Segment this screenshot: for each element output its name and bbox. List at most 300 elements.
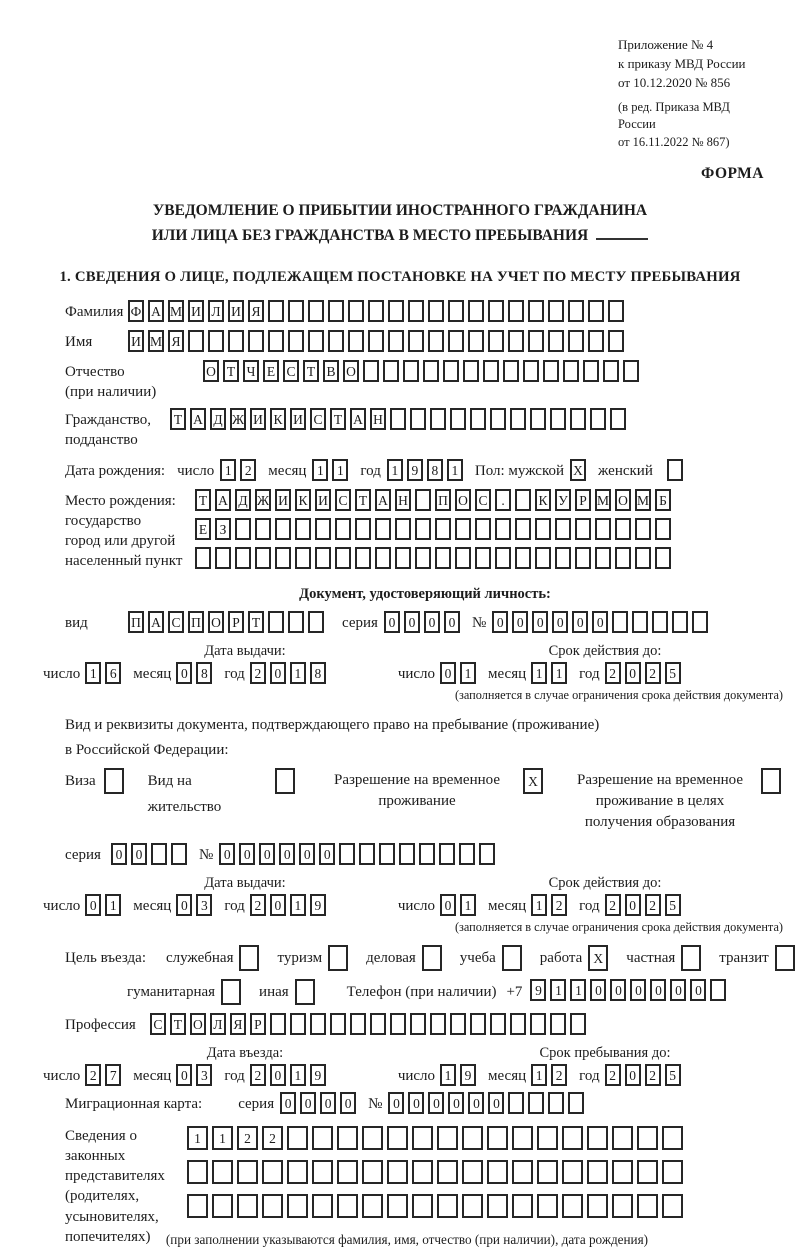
form-cell[interactable]: О [208,611,224,633]
form-cell[interactable] [335,518,351,540]
form-cell[interactable]: М [635,489,651,511]
form-cell[interactable]: 0 [572,611,588,633]
form-cell[interactable]: 8 [310,662,326,684]
form-cell[interactable] [390,1013,406,1035]
form-cell[interactable]: 0 [428,1092,444,1114]
title-blank-line[interactable] [596,227,648,240]
form-cell[interactable] [550,1013,566,1035]
form-cell[interactable] [435,518,451,540]
form-cell[interactable] [212,1194,233,1218]
form-cell[interactable] [468,300,484,322]
form-cell[interactable] [388,330,404,352]
form-cell[interactable]: 1 [531,662,547,684]
form-cell[interactable] [555,547,571,569]
form-cell[interactable] [288,330,304,352]
form-cell[interactable]: Я [168,330,184,352]
form-cell[interactable]: 0 [319,843,335,865]
form-cell[interactable]: 1 [105,894,121,916]
form-cell[interactable]: 2 [605,662,621,684]
form-cell[interactable] [308,611,324,633]
form-cell[interactable] [510,408,526,430]
form-cell[interactable] [775,945,795,971]
form-cell[interactable] [295,518,311,540]
form-cell[interactable]: 0 [424,611,440,633]
form-cell[interactable] [637,1126,658,1150]
form-cell[interactable]: О [343,360,359,382]
form-cell[interactable] [487,1160,508,1184]
form-cell[interactable]: 8 [196,662,212,684]
form-cell[interactable]: Е [195,518,211,540]
form-cell[interactable]: Р [228,611,244,633]
form-cell[interactable]: 1 [551,662,567,684]
form-cell[interactable] [268,611,284,633]
form-cell[interactable] [448,300,464,322]
form-cell[interactable] [339,843,355,865]
form-cell[interactable]: 2 [237,1126,258,1150]
form-cell[interactable] [583,360,599,382]
form-cell[interactable]: 0 [625,662,641,684]
form-cell[interactable] [390,408,406,430]
form-cell[interactable]: П [435,489,451,511]
form-cell[interactable] [459,843,475,865]
form-cell[interactable]: 0 [259,843,275,865]
form-cell[interactable] [308,300,324,322]
form-cell[interactable] [315,547,331,569]
form-cell[interactable]: 2 [551,1064,567,1086]
form-cell[interactable] [237,1194,258,1218]
form-cell[interactable] [515,489,531,511]
form-cell[interactable] [692,611,708,633]
form-cell[interactable]: 1 [312,459,328,481]
form-cell[interactable]: К [295,489,311,511]
form-cell[interactable] [608,330,624,352]
form-cell[interactable] [672,611,688,633]
form-cell[interactable]: 0 [131,843,147,865]
form-cell[interactable]: 1 [332,459,348,481]
form-cell[interactable] [443,360,459,382]
form-cell[interactable]: 0 [388,1092,404,1114]
form-cell[interactable]: А [148,300,164,322]
form-cell[interactable]: 0 [512,611,528,633]
form-cell[interactable]: 0 [384,611,400,633]
form-cell[interactable] [415,489,431,511]
form-cell[interactable]: 2 [605,1064,621,1086]
form-cell[interactable]: 1 [187,1126,208,1150]
form-cell[interactable] [415,518,431,540]
form-cell[interactable]: А [350,408,366,430]
form-cell[interactable] [535,547,551,569]
form-cell[interactable] [510,1013,526,1035]
form-cell[interactable] [470,408,486,430]
form-cell[interactable]: 0 [340,1092,356,1114]
form-cell[interactable] [104,768,124,794]
form-cell[interactable] [312,1194,333,1218]
form-cell[interactable] [575,547,591,569]
form-cell[interactable]: 9 [407,459,423,481]
form-cell[interactable]: 0 [111,843,127,865]
form-cell[interactable]: 2 [85,1064,101,1086]
form-cell[interactable] [335,547,351,569]
form-cell[interactable] [512,1126,533,1150]
form-cell[interactable] [615,518,631,540]
form-cell[interactable]: 0 [176,894,192,916]
form-cell[interactable] [275,547,291,569]
form-cell[interactable]: 1 [212,1126,233,1150]
form-cell[interactable]: 0 [85,894,101,916]
form-cell[interactable]: 2 [645,1064,661,1086]
form-cell[interactable]: 0 [532,611,548,633]
form-cell[interactable] [368,300,384,322]
form-cell[interactable] [488,330,504,352]
form-cell[interactable] [350,1013,366,1035]
form-cell[interactable] [563,360,579,382]
form-cell[interactable]: 5 [665,1064,681,1086]
form-cell[interactable]: 0 [320,1092,336,1114]
form-cell[interactable] [423,360,439,382]
form-cell[interactable] [588,330,604,352]
form-cell[interactable] [337,1126,358,1150]
form-cell[interactable] [288,300,304,322]
form-cell[interactable]: С [310,408,326,430]
form-cell[interactable]: Ф [128,300,144,322]
form-cell[interactable] [635,547,651,569]
form-cell[interactable] [483,360,499,382]
form-cell[interactable] [448,330,464,352]
form-cell[interactable] [412,1126,433,1150]
form-cell[interactable] [221,979,241,1005]
form-cell[interactable]: 0 [592,611,608,633]
form-cell[interactable]: 0 [176,662,192,684]
form-cell[interactable] [662,1126,683,1150]
form-cell[interactable] [530,408,546,430]
form-cell[interactable] [310,1013,326,1035]
form-cell[interactable] [290,1013,306,1035]
form-cell[interactable] [437,1160,458,1184]
form-cell[interactable] [383,360,399,382]
form-cell[interactable]: Р [575,489,591,511]
form-cell[interactable] [287,1160,308,1184]
form-cell[interactable]: Р [250,1013,266,1035]
form-cell[interactable]: X [523,768,543,794]
form-cell[interactable] [362,1160,383,1184]
form-cell[interactable]: С [283,360,299,382]
form-cell[interactable] [430,408,446,430]
form-cell[interactable]: 9 [460,1064,476,1086]
form-cell[interactable] [655,518,671,540]
form-cell[interactable] [355,547,371,569]
form-cell[interactable]: 0 [440,662,456,684]
form-cell[interactable] [315,518,331,540]
form-cell[interactable]: 1 [220,459,236,481]
form-cell[interactable]: И [188,300,204,322]
form-cell[interactable]: 0 [690,979,706,1001]
form-cell[interactable] [410,1013,426,1035]
form-cell[interactable] [468,330,484,352]
form-cell[interactable] [151,843,167,865]
form-cell[interactable] [379,843,395,865]
form-cell[interactable]: Л [210,1013,226,1035]
form-cell[interactable] [270,1013,286,1035]
form-cell[interactable] [568,300,584,322]
form-cell[interactable] [495,547,511,569]
form-cell[interactable] [235,518,251,540]
form-cell[interactable]: 2 [240,459,256,481]
form-cell[interactable]: 0 [610,979,626,1001]
form-cell[interactable]: Д [235,489,251,511]
form-cell[interactable] [590,408,606,430]
form-cell[interactable] [587,1194,608,1218]
form-cell[interactable] [710,979,726,1001]
form-cell[interactable]: М [595,489,611,511]
form-cell[interactable] [362,1126,383,1150]
form-cell[interactable] [455,547,471,569]
form-cell[interactable] [495,518,511,540]
form-cell[interactable] [652,611,668,633]
form-cell[interactable]: О [455,489,471,511]
form-cell[interactable]: С [168,611,184,633]
form-cell[interactable] [635,518,651,540]
form-cell[interactable] [528,330,544,352]
form-cell[interactable]: О [203,360,219,382]
form-cell[interactable]: 1 [460,894,476,916]
form-cell[interactable] [387,1160,408,1184]
form-cell[interactable] [608,300,624,322]
form-cell[interactable] [171,843,187,865]
form-cell[interactable]: 6 [105,662,121,684]
form-cell[interactable] [287,1126,308,1150]
form-cell[interactable]: 0 [448,1092,464,1114]
form-cell[interactable]: Б [655,489,671,511]
form-cell[interactable] [262,1160,283,1184]
form-cell[interactable] [508,1092,524,1114]
form-cell[interactable] [268,330,284,352]
form-cell[interactable] [462,1126,483,1150]
form-cell[interactable] [761,768,781,794]
form-cell[interactable]: 0 [270,1064,286,1086]
form-cell[interactable]: Т [170,408,186,430]
form-cell[interactable] [562,1194,583,1218]
form-cell[interactable] [419,843,435,865]
form-cell[interactable] [637,1194,658,1218]
form-cell[interactable] [268,300,284,322]
form-cell[interactable]: А [190,408,206,430]
form-cell[interactable] [437,1126,458,1150]
form-cell[interactable]: М [168,300,184,322]
form-cell[interactable] [612,1126,633,1150]
form-cell[interactable]: 1 [290,662,306,684]
form-cell[interactable] [475,518,491,540]
form-cell[interactable] [462,1160,483,1184]
form-cell[interactable]: С [150,1013,166,1035]
form-cell[interactable]: В [323,360,339,382]
form-cell[interactable] [562,1126,583,1150]
form-cell[interactable]: Т [248,611,264,633]
form-cell[interactable] [562,1160,583,1184]
form-cell[interactable] [488,300,504,322]
form-cell[interactable] [450,1013,466,1035]
form-cell[interactable]: 0 [444,611,460,633]
form-cell[interactable] [275,518,291,540]
form-cell[interactable]: 1 [460,662,476,684]
form-cell[interactable] [428,300,444,322]
form-cell[interactable] [455,518,471,540]
form-cell[interactable] [430,1013,446,1035]
form-cell[interactable] [328,300,344,322]
form-cell[interactable]: 3 [196,1064,212,1086]
form-cell[interactable] [388,300,404,322]
form-cell[interactable] [363,360,379,382]
form-cell[interactable] [470,1013,486,1035]
form-cell[interactable] [537,1126,558,1150]
form-cell[interactable] [395,547,411,569]
form-cell[interactable]: 3 [196,894,212,916]
form-cell[interactable] [439,843,455,865]
form-cell[interactable] [255,518,271,540]
form-cell[interactable] [450,408,466,430]
form-cell[interactable]: 1 [440,1064,456,1086]
form-cell[interactable]: С [335,489,351,511]
form-cell[interactable]: 0 [492,611,508,633]
form-cell[interactable] [387,1126,408,1150]
form-cell[interactable] [437,1194,458,1218]
form-cell[interactable]: . [495,489,511,511]
form-cell[interactable]: 0 [552,611,568,633]
form-cell[interactable] [248,330,264,352]
form-cell[interactable]: 0 [488,1092,504,1114]
form-cell[interactable]: А [375,489,391,511]
form-cell[interactable]: 0 [279,843,295,865]
form-cell[interactable] [195,547,211,569]
form-cell[interactable] [370,1013,386,1035]
form-cell[interactable] [667,459,683,481]
form-cell[interactable]: 0 [280,1092,296,1114]
form-cell[interactable] [262,1194,283,1218]
form-cell[interactable] [403,360,419,382]
form-cell[interactable]: 1 [447,459,463,481]
form-cell[interactable] [312,1160,333,1184]
form-cell[interactable] [508,300,524,322]
form-cell[interactable]: И [290,408,306,430]
form-cell[interactable]: Т [195,489,211,511]
form-cell[interactable]: 9 [310,1064,326,1086]
form-cell[interactable] [408,300,424,322]
form-cell[interactable] [387,1194,408,1218]
form-cell[interactable] [355,518,371,540]
form-cell[interactable]: 1 [550,979,566,1001]
form-cell[interactable] [543,360,559,382]
form-cell[interactable] [535,518,551,540]
form-cell[interactable]: С [475,489,491,511]
form-cell[interactable]: 0 [650,979,666,1001]
form-cell[interactable]: 0 [239,843,255,865]
form-cell[interactable]: 0 [630,979,646,1001]
form-cell[interactable] [603,360,619,382]
form-cell[interactable] [187,1194,208,1218]
form-cell[interactable]: 0 [176,1064,192,1086]
form-cell[interactable] [312,1126,333,1150]
form-cell[interactable]: Т [330,408,346,430]
form-cell[interactable]: 0 [404,611,420,633]
form-cell[interactable]: Ч [243,360,259,382]
form-cell[interactable]: К [535,489,551,511]
form-cell[interactable] [655,547,671,569]
form-cell[interactable] [375,518,391,540]
form-cell[interactable] [575,518,591,540]
form-cell[interactable]: 5 [665,662,681,684]
form-cell[interactable]: Я [230,1013,246,1035]
form-cell[interactable] [490,1013,506,1035]
form-cell[interactable]: X [588,945,608,971]
form-cell[interactable] [212,1160,233,1184]
form-cell[interactable] [368,330,384,352]
form-cell[interactable]: 9 [530,979,546,1001]
form-cell[interactable]: З [215,518,231,540]
form-cell[interactable]: 2 [250,662,266,684]
form-cell[interactable]: 1 [531,1064,547,1086]
form-cell[interactable] [587,1126,608,1150]
form-cell[interactable] [375,547,391,569]
form-cell[interactable]: Ж [255,489,271,511]
form-cell[interactable] [523,360,539,382]
form-cell[interactable]: 2 [645,662,661,684]
form-cell[interactable] [570,1013,586,1035]
form-cell[interactable]: Т [170,1013,186,1035]
form-cell[interactable]: 2 [250,1064,266,1086]
form-cell[interactable] [295,547,311,569]
form-cell[interactable]: 1 [570,979,586,1001]
form-cell[interactable]: 0 [408,1092,424,1114]
form-cell[interactable] [337,1160,358,1184]
form-cell[interactable] [490,408,506,430]
form-cell[interactable] [435,547,451,569]
form-cell[interactable] [348,300,364,322]
form-cell[interactable] [359,843,375,865]
form-cell[interactable] [528,1092,544,1114]
form-cell[interactable]: И [315,489,331,511]
form-cell[interactable]: И [128,330,144,352]
form-cell[interactable] [348,330,364,352]
form-cell[interactable]: 0 [299,843,315,865]
form-cell[interactable]: И [228,300,244,322]
form-cell[interactable]: Д [210,408,226,430]
form-cell[interactable]: 2 [605,894,621,916]
form-cell[interactable] [515,547,531,569]
form-cell[interactable]: 0 [468,1092,484,1114]
form-cell[interactable] [662,1160,683,1184]
form-cell[interactable] [487,1194,508,1218]
form-cell[interactable] [228,330,244,352]
form-cell[interactable] [555,518,571,540]
form-cell[interactable] [337,1194,358,1218]
form-cell[interactable] [548,1092,564,1114]
form-cell[interactable] [208,330,224,352]
form-cell[interactable]: 9 [310,894,326,916]
form-cell[interactable]: 1 [387,459,403,481]
form-cell[interactable]: М [148,330,164,352]
form-cell[interactable] [587,1160,608,1184]
form-cell[interactable] [408,330,424,352]
form-cell[interactable] [612,1194,633,1218]
form-cell[interactable] [479,843,495,865]
form-cell[interactable] [235,547,251,569]
form-cell[interactable]: П [188,611,204,633]
form-cell[interactable] [623,360,639,382]
form-cell[interactable] [415,547,431,569]
form-cell[interactable]: 0 [670,979,686,1001]
form-cell[interactable] [395,518,411,540]
form-cell[interactable]: К [270,408,286,430]
form-cell[interactable]: 0 [219,843,235,865]
